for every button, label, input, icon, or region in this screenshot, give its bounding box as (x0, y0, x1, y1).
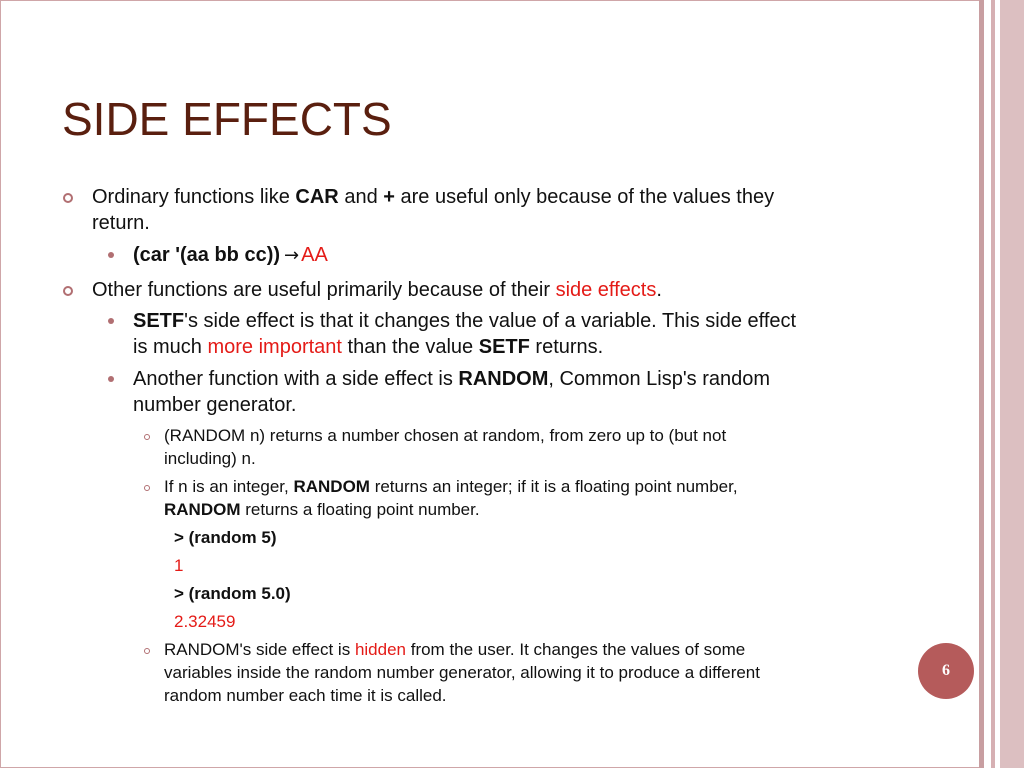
level2-bullet-icon (108, 252, 114, 258)
keyword-plus: + (383, 186, 395, 208)
example-output-1: 1 (174, 556, 184, 575)
bullet-3b-line-2 (164, 498, 480, 521)
bullet-1a-line (133, 242, 328, 269)
bullet-3a-line-2 (164, 447, 256, 470)
text-run: Ordinary functions like (92, 186, 296, 208)
bullet-1-line-2 (92, 210, 150, 236)
result-aa: AA (301, 244, 328, 266)
page-number-badge (918, 643, 974, 699)
level1-bullet-icon (63, 193, 73, 203)
bullet-3c-line-3 (164, 684, 447, 707)
bullet-2-line (92, 277, 662, 303)
text-run: . (656, 279, 662, 301)
level1-bullet-icon (63, 286, 73, 296)
text-run: than the value (341, 336, 479, 358)
level2-bullet-icon (108, 376, 114, 382)
highlight-hidden: hidden (354, 640, 406, 659)
bullet-3b-line-1 (164, 475, 738, 498)
code-car-example: (car '(aa bb cc)) (133, 244, 281, 266)
bullet-1-line-1 (92, 184, 774, 210)
text-run: RANDOM's side effect is (164, 640, 355, 659)
keyword-random: RANDOM (293, 477, 370, 496)
text-run: returns. (529, 336, 604, 358)
example-output-2: 2.32459 (174, 612, 236, 631)
text-run: , Common Lisp's random (548, 368, 771, 390)
text-run: return. (92, 212, 150, 234)
decorative-stripe (1000, 0, 1024, 768)
slide-title: SIDE EFFECTS (62, 93, 392, 145)
text-run: returns an integer; if it is a floating point number, (369, 477, 738, 496)
text-run: is much (133, 336, 208, 358)
keyword-setf: SETF (478, 336, 530, 358)
text-run: If n is an integer, (164, 477, 294, 496)
text-run: returns a floating point number. (240, 500, 480, 519)
text-run: and (338, 186, 384, 208)
keyword-setf: SETF (133, 310, 185, 332)
highlight-side-effects: side effects (555, 279, 657, 301)
text-run: number generator. (133, 394, 297, 416)
bullet-2b-line-2 (133, 392, 296, 418)
text-run: Another function with a side effect is (133, 368, 459, 390)
text-run: Other functions are useful primarily because of their (92, 279, 556, 301)
keyword-random: RANDOM (458, 368, 549, 390)
level3-bullet-icon (144, 434, 150, 440)
level3-bullet-icon (144, 648, 150, 654)
page-number: 6 (942, 662, 950, 679)
level3-bullet-icon (144, 485, 150, 491)
keyword-car: CAR (295, 186, 339, 208)
level2-bullet-icon (108, 318, 114, 324)
right-arrow-icon: → (284, 245, 300, 266)
example-command-2: > (random 5.0) (174, 584, 291, 603)
text-run: variables inside the random number generator, allowing it to produce a different (164, 663, 760, 682)
example-command-1: > (random 5) (174, 528, 277, 547)
decorative-stripe (984, 0, 991, 768)
keyword-random: RANDOM (164, 500, 241, 519)
highlight-more-important: more important (207, 336, 342, 358)
text-run: 's side effect is that it changes the value of a variable. This side effect (184, 310, 797, 332)
bullet-2a-line-1 (133, 308, 796, 334)
bullet-3a-line-1 (164, 424, 726, 447)
bullet-3c-line-2 (164, 661, 760, 684)
text-run: random number each time it is called. (164, 686, 447, 705)
bullet-2b-line-1 (133, 366, 770, 392)
bullet-3c-line-1 (164, 638, 745, 661)
text-run: including) n. (164, 449, 256, 468)
bullet-2a-line-2 (133, 334, 603, 360)
text-run: (RANDOM n) returns a number chosen at random, from zero up to (but not (164, 426, 727, 445)
text-run: from the user. It changes the values of some (406, 640, 746, 659)
text-run: are useful only because of the values they (394, 186, 775, 208)
